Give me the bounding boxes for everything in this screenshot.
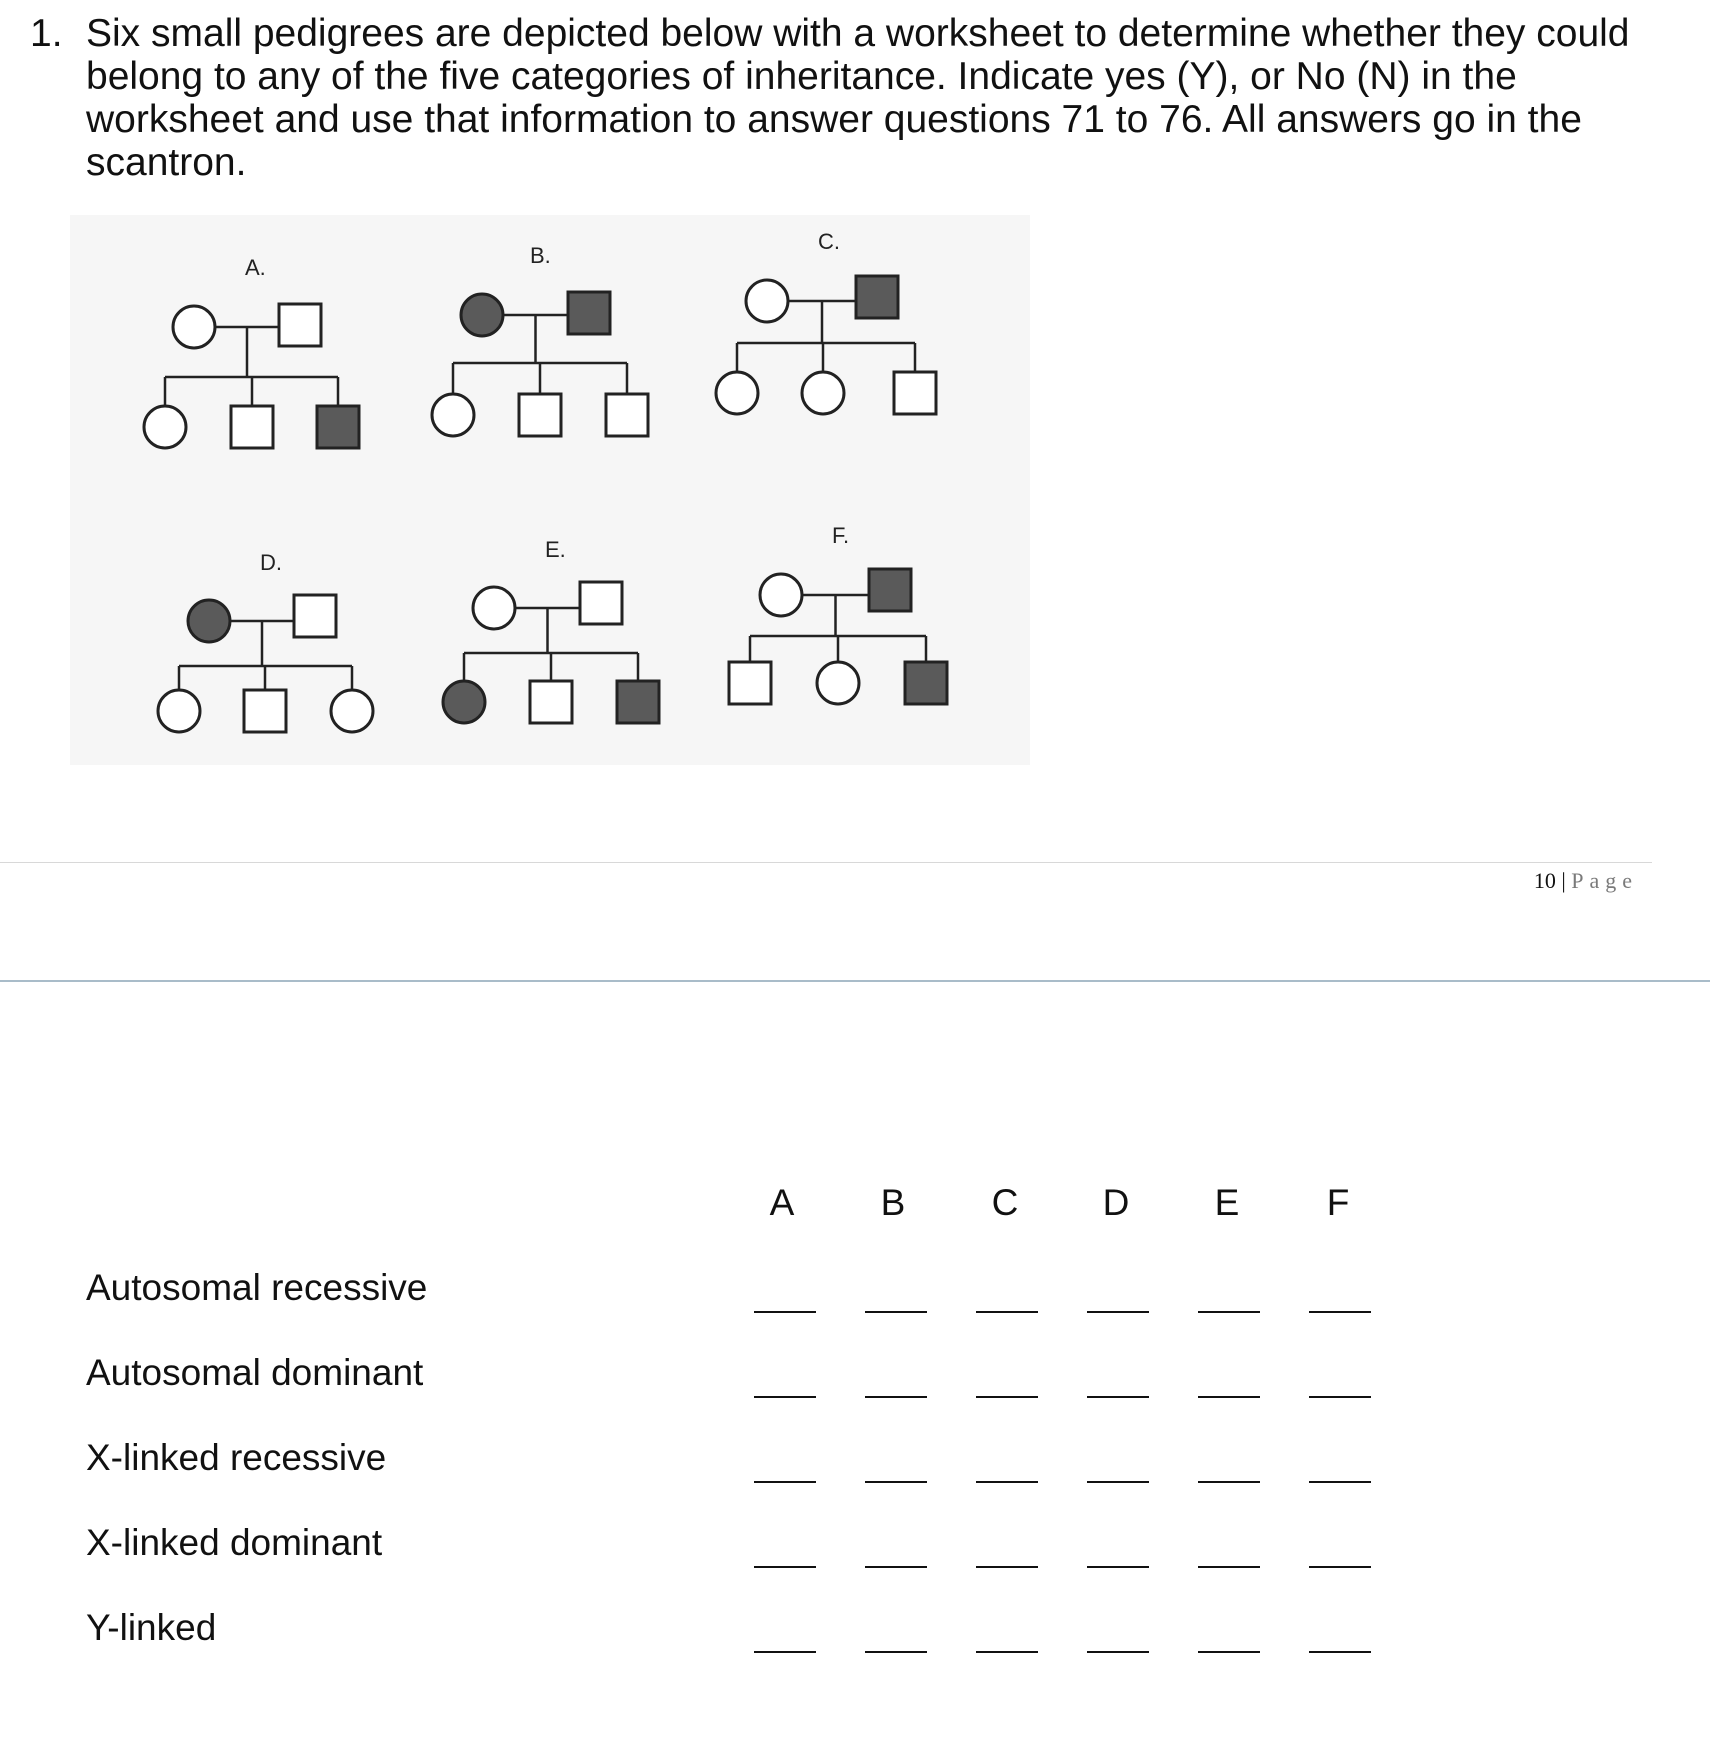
answer-blank[interactable]	[1309, 1481, 1371, 1483]
pedigree-parent	[568, 292, 610, 334]
page-divider	[0, 862, 1652, 863]
worksheet-row-label: Autosomal recessive	[86, 1267, 428, 1308]
answer-blank[interactable]	[1198, 1566, 1260, 1568]
worksheet-row	[0, 1603, 1710, 1663]
answer-blank[interactable]	[865, 1311, 927, 1313]
answer-blank[interactable]	[865, 1651, 927, 1653]
worksheet-col-f: F	[1326, 1182, 1350, 1223]
answer-blank[interactable]	[976, 1566, 1038, 1568]
pedigree-child	[716, 372, 758, 414]
pedigree-child	[802, 372, 844, 414]
answer-blank[interactable]	[865, 1481, 927, 1483]
pedigree-label: F.	[832, 523, 850, 548]
page-footer	[1534, 868, 1638, 894]
answer-blank[interactable]	[754, 1651, 816, 1653]
pedigree-label: C.	[818, 229, 840, 254]
worksheet-col-d: D	[1102, 1182, 1130, 1223]
answer-blank[interactable]	[1087, 1481, 1149, 1483]
pedigree-parent	[188, 600, 230, 642]
pedigree-diagram	[70, 215, 1030, 765]
answer-blank[interactable]	[1309, 1651, 1371, 1653]
pedigree-child	[817, 662, 859, 704]
answer-blank[interactable]	[1198, 1311, 1260, 1313]
worksheet-header	[0, 1178, 1710, 1228]
worksheet-col-a: A	[769, 1182, 795, 1223]
pedigree-figure	[70, 215, 1030, 765]
answer-blank[interactable]	[865, 1396, 927, 1398]
worksheet-row	[0, 1263, 1710, 1323]
pedigree-parent	[869, 569, 911, 611]
pedigree-child	[530, 681, 572, 723]
answer-blank[interactable]	[754, 1311, 816, 1313]
section-divider	[0, 980, 1710, 982]
pedigree-child	[443, 681, 485, 723]
answer-blank[interactable]	[865, 1566, 927, 1568]
answer-blank[interactable]	[976, 1311, 1038, 1313]
pedigree-label: D.	[260, 550, 282, 575]
pedigree-child	[894, 372, 936, 414]
pedigree-label: B.	[530, 243, 551, 268]
worksheet-col-b: B	[880, 1182, 906, 1223]
answer-blank[interactable]	[754, 1566, 816, 1568]
answer-blank[interactable]	[1198, 1651, 1260, 1653]
page-separator: |	[1561, 868, 1566, 893]
answer-blank[interactable]	[1087, 1396, 1149, 1398]
pedigree-child	[617, 681, 659, 723]
pedigree-child	[729, 662, 771, 704]
pedigree-label: E.	[545, 537, 566, 562]
answer-blank[interactable]	[1087, 1651, 1149, 1653]
answer-blank[interactable]	[1198, 1396, 1260, 1398]
pedigree-child	[158, 690, 200, 732]
worksheet-row-label: Y-linked	[86, 1607, 217, 1648]
pedigree-child	[317, 406, 359, 448]
pedigree-parent	[580, 582, 622, 624]
answer-blank[interactable]	[1309, 1566, 1371, 1568]
pedigree-child	[244, 690, 286, 732]
answer-blank[interactable]	[976, 1396, 1038, 1398]
worksheet-row-label: Autosomal dominant	[86, 1352, 424, 1393]
pedigree-child	[519, 394, 561, 436]
pedigree-child	[432, 394, 474, 436]
worksheet-col-e: E	[1214, 1182, 1240, 1223]
pedigree-parent	[856, 276, 898, 318]
answer-blank[interactable]	[1309, 1311, 1371, 1313]
question-text: Six small pedigrees are depicted below with a worksheet to determine whether they could belong to any of the five categories of inheritance. Indicate yes (Y), or No (N) in the worksheet and use that information to answer questions 71 to 76. All answers go in the scantron.	[86, 12, 1630, 184]
pedigree-child	[331, 690, 373, 732]
pedigree-parent	[279, 304, 321, 346]
worksheet-row-label: X-linked recessive	[86, 1437, 387, 1478]
pedigree-parent	[760, 574, 802, 616]
pedigree-parent	[746, 280, 788, 322]
question-number: 1.	[30, 12, 63, 55]
worksheet-row-label: X-linked dominant	[86, 1522, 383, 1563]
page-word: Page	[1571, 868, 1638, 893]
pedigree-parent	[294, 595, 336, 637]
pedigree-child	[905, 662, 947, 704]
answer-blank[interactable]	[1198, 1481, 1260, 1483]
answer-blank[interactable]	[976, 1651, 1038, 1653]
answer-blank[interactable]	[754, 1481, 816, 1483]
worksheet-row	[0, 1348, 1710, 1408]
answer-blank[interactable]	[1087, 1566, 1149, 1568]
answer-blank[interactable]	[976, 1481, 1038, 1483]
question-block	[30, 12, 1670, 184]
worksheet-col-c: C	[991, 1182, 1019, 1223]
pedigree-child	[606, 394, 648, 436]
answer-blank[interactable]	[754, 1396, 816, 1398]
pedigree-label: A.	[245, 255, 266, 280]
pedigree-parent	[473, 587, 515, 629]
pedigree-parent	[173, 306, 215, 348]
page-number: 10	[1533, 868, 1556, 893]
answer-blank[interactable]	[1309, 1396, 1371, 1398]
pedigree-parent	[461, 294, 503, 336]
answer-blank[interactable]	[1087, 1311, 1149, 1313]
worksheet-row	[0, 1433, 1710, 1493]
pedigree-child	[231, 406, 273, 448]
worksheet-row	[0, 1518, 1710, 1578]
pedigree-child	[144, 406, 186, 448]
